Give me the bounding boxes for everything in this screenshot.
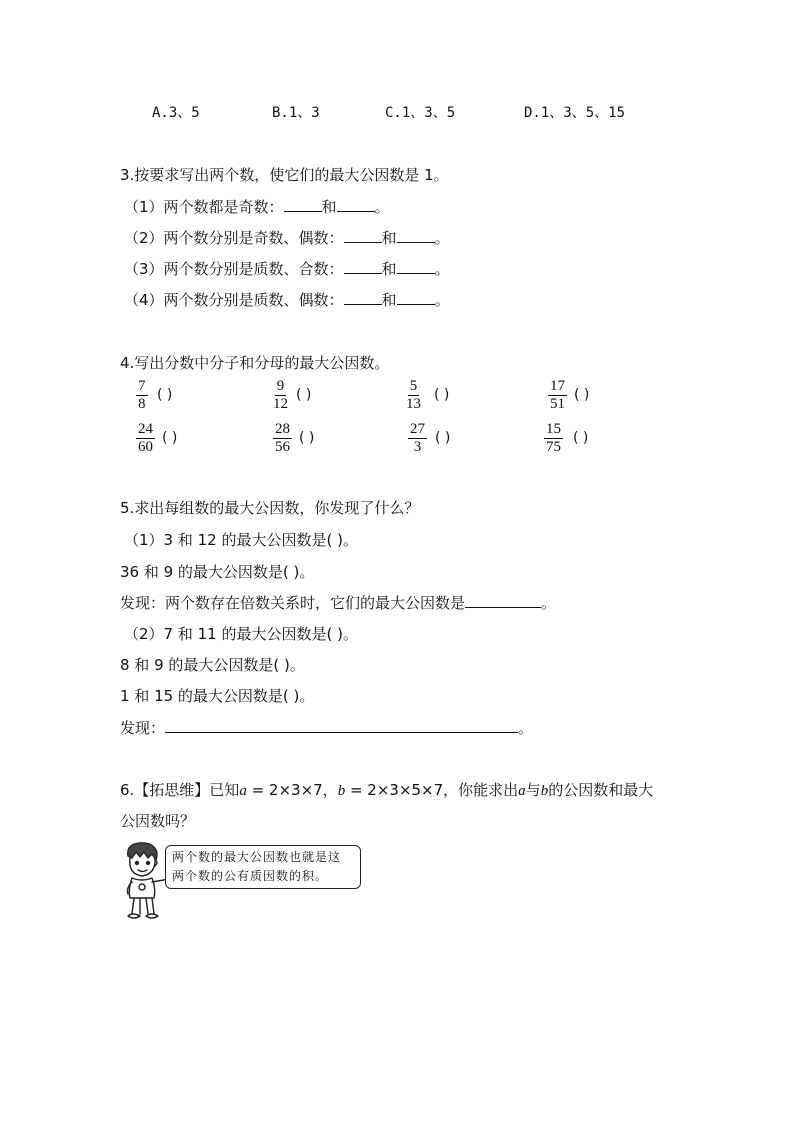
answer-blank[interactable] [344,228,382,243]
fraction: $\frac{9}{12}$ [273,378,288,412]
q5-finding-1: 发现：两个数存在倍数关系时，它们的最大公因数是 。 [120,594,557,612]
answer-blank[interactable] [344,259,382,274]
fraction: $\frac{24}{60}$ [138,421,153,455]
answer-paren[interactable]: ( ) [162,430,178,446]
hint-line-1: 两个数的最大公因数也就是这 [172,850,342,864]
q3-item-1: （1）两个数都是奇数： 和 。 [124,198,390,216]
q5-line-1: （1）3 和 12 的最大公因数是( )。 [124,531,358,549]
fraction: $\frac{7}{8}$ [138,378,146,412]
answer-paren[interactable]: ( ) [435,430,451,446]
answer-blank[interactable] [344,290,382,305]
q6-line-2: 公因数吗？ [120,812,196,830]
answer-paren[interactable]: ( ) [434,387,450,403]
q3-item-3: （3）两个数分别是质数、合数： 和 。 [124,260,450,278]
answer-blank[interactable] [465,593,541,608]
answer-blank[interactable] [397,259,435,274]
cartoon-boy-illustration [118,840,170,924]
q5-line-2: 36 和 9 的最大公因数是( )。 [120,563,315,581]
answer-paren[interactable]: ( ) [574,387,590,403]
fraction: $\frac{17}{51}$ [550,378,565,412]
fraction: $\frac{15}{75}$ [546,421,561,455]
q6-line-1: 6.【拓思维】已知a = 2×3×7，b = 2×3×5×7，你能求出a与b的公因数和最大 [120,781,654,799]
answer-blank[interactable] [337,197,375,212]
fraction: $\frac{5}{13}$ [406,378,421,412]
answer-blank[interactable] [284,197,322,212]
q3-item-2: （2）两个数分别是奇数、偶数： 和 。 [124,229,450,247]
q5-line-4: （2）7 和 11 的最大公因数是( )。 [124,625,358,643]
answer-blank[interactable] [165,718,518,733]
q5-line-5: 8 和 9 的最大公因数是( )。 [120,656,305,674]
fraction: $\frac{27}{3}$ [410,421,425,455]
answer-paren[interactable]: ( ) [299,430,315,446]
answer-paren[interactable]: ( ) [296,387,312,403]
q5-title: 5.求出每组数的最大公因数，你发现了什么？ [120,499,420,517]
option-b: B.1、3 [272,105,320,121]
fraction: $\frac{28}{56}$ [275,421,290,455]
answer-paren[interactable]: ( ) [573,430,589,446]
q3-title: 3.按要求写出两个数，使它们的最大公因数是 1。 [120,166,449,184]
q3-item-4: （4）两个数分别是质数、偶数： 和 。 [124,291,450,309]
q5-finding-2: 发现： 。 [120,719,534,737]
option-d: D.1、3、5、15 [524,105,626,121]
option-a: A.3、5 [152,105,200,121]
hint-speech-bubble [165,845,361,889]
answer-blank[interactable] [397,290,435,305]
q5-line-6: 1 和 15 的最大公因数是( )。 [120,687,315,705]
hint-line-2: 两个数的公有质因数的积。 [172,869,329,883]
q4-title: 4.写出分数中分子和分母的最大公因数。 [120,354,390,372]
answer-paren[interactable]: ( ) [157,387,173,403]
option-c: C.1、3、5 [385,105,456,121]
answer-blank[interactable] [397,228,435,243]
